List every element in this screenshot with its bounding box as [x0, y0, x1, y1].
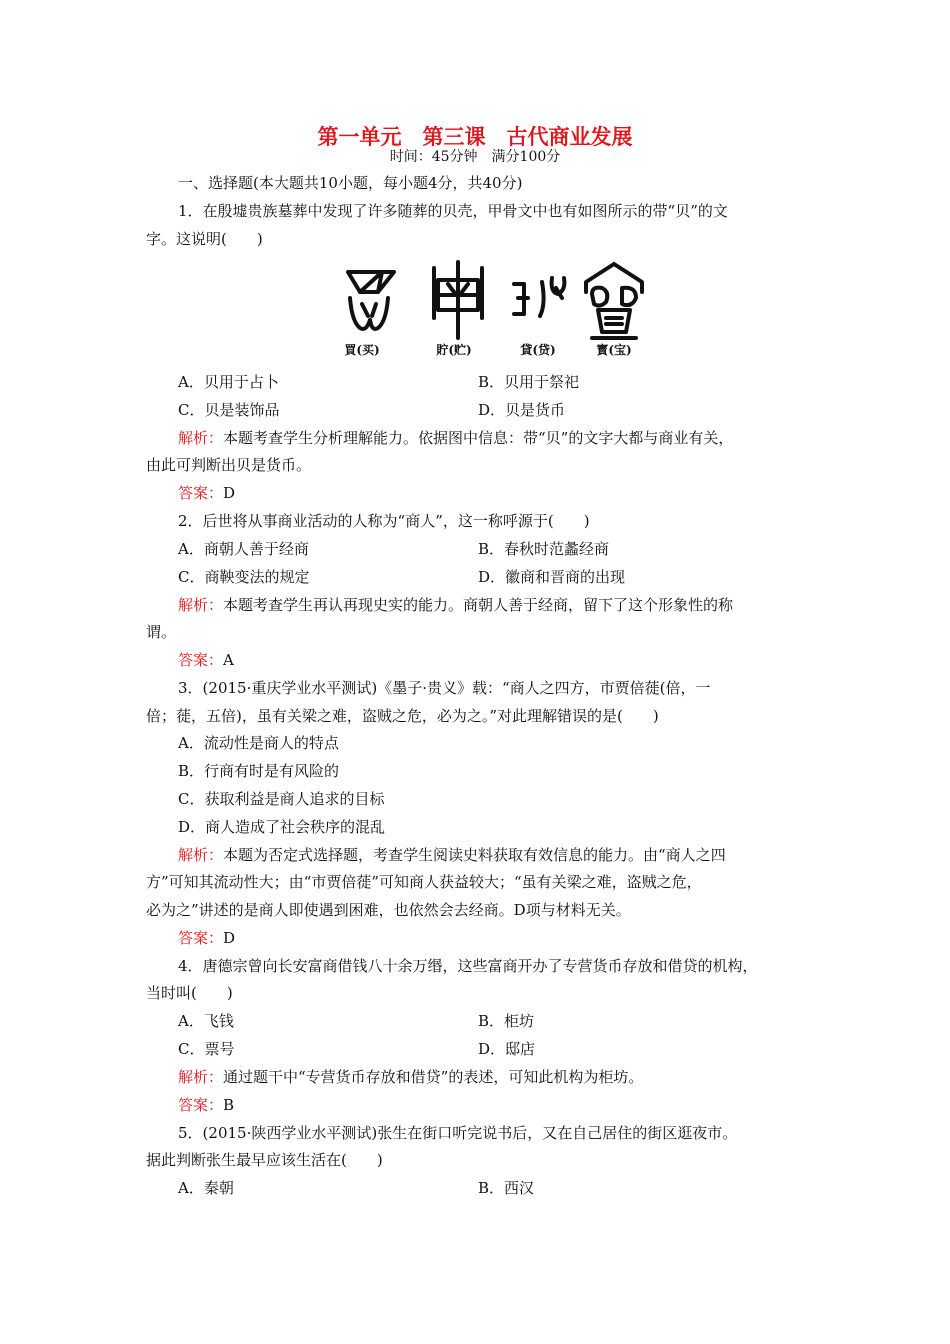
q3-option-b: B．行商有时是有风险的: [178, 762, 340, 780]
oracle-bone-glyphs: [330, 258, 650, 342]
analysis-text: 本题考查学生分析理解能力。依据图中信息：带“贝”的文字大都与商业有关，: [223, 429, 734, 447]
lesson-title: 第一单元 第三课 古代商业发展: [317, 124, 633, 149]
q3-stem-line2: 倍；蓰，五倍)，虽有关梁之难，盗贼之危，必为之。”对此理解错误的是( ): [146, 707, 659, 725]
answer-label: 答案：: [178, 484, 224, 502]
q2-answer: [178, 650, 234, 670]
q1-option-c: C．贝是装饰品: [178, 401, 280, 419]
glyph-mai: [348, 272, 394, 329]
q3-option-d: D．商人造成了社会秩序的混乱: [178, 818, 386, 836]
answer-label: 答案：: [178, 1096, 224, 1114]
q4-answer: [178, 1095, 234, 1115]
q2-option-c: C．商鞅变法的规定: [178, 568, 310, 586]
answer-value: D: [223, 929, 236, 947]
q1-analysis-line1: [178, 428, 733, 448]
answer-label: 答案：: [178, 651, 224, 669]
q5-option-a: A．秦朝: [178, 1179, 234, 1197]
section-heading: 一、选择题(本大题共10小题，每小题4分，共40分): [178, 174, 523, 192]
q1-stem-line2: 字。这说明( ): [146, 230, 263, 248]
q3-option-a: A．流动性是商人的特点: [178, 734, 339, 752]
q4-stem-line2: 当时叫( ): [146, 984, 233, 1002]
q2-option-d: D．徽商和晋商的出现: [478, 568, 626, 586]
q4-stem-line1: 4．唐德宗曾向长安富商借钱八十余万缗，这些富商开办了专营货币存放和借贷的机构，: [178, 957, 758, 975]
q3-stem-line1: 3．(2015·重庆学业水平测试)《墨子·贵义》载：“商人之四方，市贾倍蓰(倍，一: [178, 679, 711, 697]
q3-analysis-line2: 方”可知其流动性大；由“市贾倍蓰”可知商人获益较大；“虽有关梁之难，盗贼之危，: [146, 873, 702, 891]
q3-option-c: C．获取利益是商人追求的目标: [178, 790, 385, 808]
q1-stem-line1: 1．在殷墟贵族墓葬中发现了许多随葬的贝壳，甲骨文中也有如图所示的带“贝”的文: [178, 202, 728, 220]
answer-value: B: [223, 1096, 235, 1114]
glyph-dai: [514, 278, 564, 316]
q1-analysis-line2: 由此可判断出贝是货币。: [146, 456, 312, 474]
answer-label: 答案：: [178, 929, 224, 947]
q1-option-a: A．贝用于占卜: [178, 373, 279, 391]
q3-analysis-line1: [178, 845, 726, 865]
q1-option-b: B．贝用于祭祀: [478, 373, 580, 391]
analysis-label: 解析：: [178, 429, 224, 447]
q5-stem-line2: 据此判断张生最早应该生活在( ): [146, 1151, 383, 1169]
glyph-zhu: [434, 262, 482, 338]
q5-stem-line1: 5．(2015·陕西学业水平测试)张生在街口听完说书后，又在自己居住的街区逛夜市。: [178, 1124, 738, 1142]
figure-caption: 貯(贮): [436, 343, 472, 357]
q4-option-b: B．柜坊: [478, 1012, 535, 1030]
q2-option-a: A．商朝人善于经商: [178, 540, 309, 558]
q4-option-a: A．飞钱: [178, 1012, 234, 1030]
q4-option-d: D．邸店: [478, 1040, 536, 1058]
answer-value: D: [223, 484, 236, 502]
q3-analysis-line3: 必为之”讲述的是商人即使遇到困难，也依然会去经商。D项与材料无关。: [146, 901, 631, 919]
q1-option-d: D．贝是货币: [478, 401, 566, 419]
figure-caption: 寳(宝): [596, 343, 632, 357]
figure-caption: 貸(贷): [520, 343, 556, 357]
q2-stem: 2．后世将从事商业活动的人称为“商人”，这一称呼源于( ): [178, 512, 590, 530]
analysis-text: 本题考查学生再认再现史实的能力。商朝人善于经商，留下了这个形象性的称: [223, 596, 734, 614]
figure-caption: 買(买): [344, 343, 380, 357]
q1-answer: [178, 483, 235, 503]
q5-option-b: B．西汉: [478, 1179, 535, 1197]
q4-analysis-line1: [178, 1067, 643, 1087]
answer-value: A: [223, 651, 234, 669]
q2-option-b: B．春秋时范蠡经商: [478, 540, 610, 558]
analysis-label: 解析：: [178, 596, 224, 614]
analysis-label: 解析：: [178, 846, 224, 864]
q3-answer: [178, 928, 235, 948]
oracle-bone-figure: [330, 258, 650, 364]
time-score-info: 时间：45分钟 满分100分: [389, 149, 561, 165]
q4-option-c: C．票号: [178, 1040, 235, 1058]
analysis-text: 本题为否定式选择题，考查学生阅读史料获取有效信息的能力。由“商人之四: [223, 846, 726, 864]
analysis-text: 通过题干中“专营货币存放和借贷”的表述，可知此机构为柜坊。: [223, 1068, 644, 1086]
q2-analysis-line1: [178, 595, 733, 615]
glyph-bao: [586, 264, 642, 338]
analysis-label: 解析：: [178, 1068, 224, 1086]
q2-analysis-line2: 谓。: [146, 623, 177, 641]
